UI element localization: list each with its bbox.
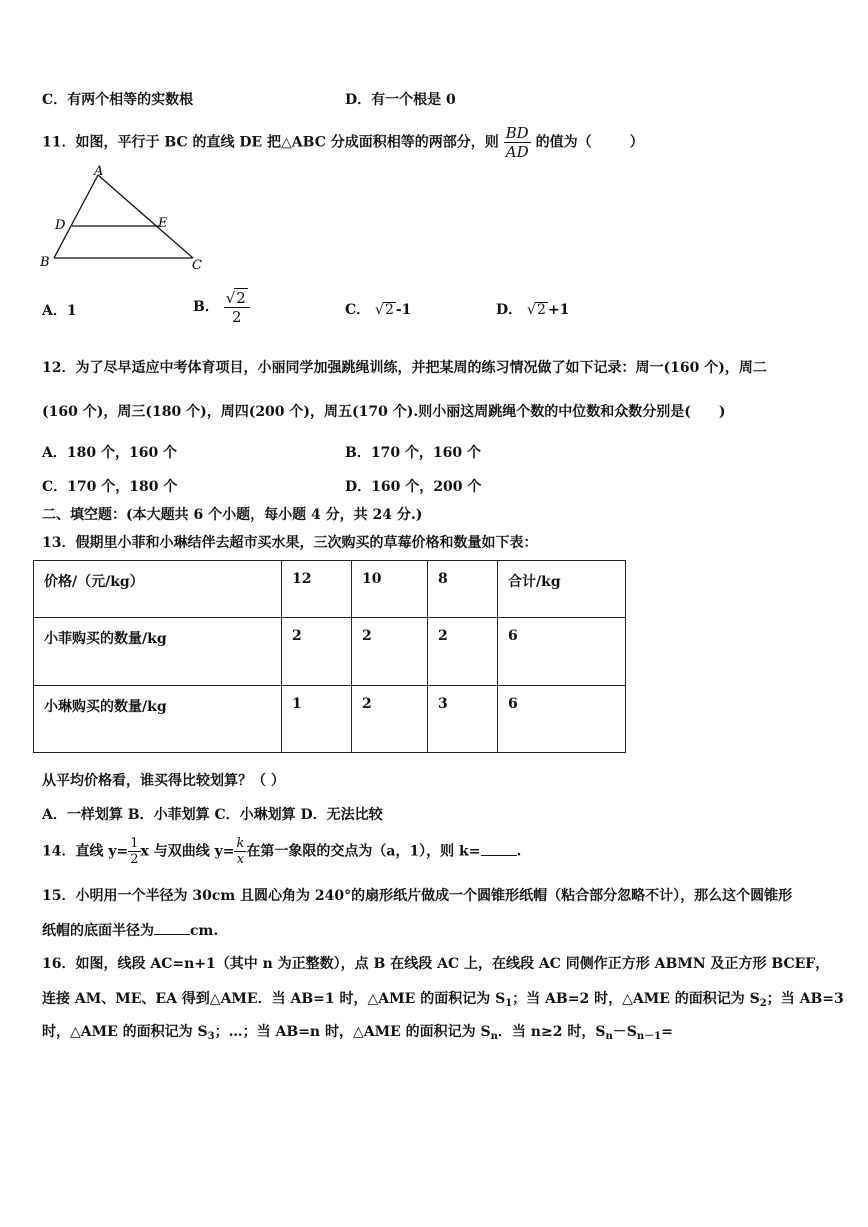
q15-text-pre: 纸帽的底面半径为 xyxy=(42,923,154,939)
label-d: D xyxy=(55,218,66,233)
table-cell: 1 xyxy=(282,686,352,753)
q13-question: 从平均价格看，谁买得比较划算？（ ） xyxy=(42,773,285,789)
q15-line1: 15．小明用一个半径为 30cm 且圆心角为 240°的扇形纸片做成一个圆锥形纸帽（粘合部分忽略不计），那么这个圆锥形 xyxy=(42,888,793,904)
q16-sub-2: 2 xyxy=(759,998,767,1009)
q12-line1: 12．为了尽早适应中考体育项目，小丽同学加强跳绳训练，并把某周的练习情况做了如下记录：周一(160 个)，周二 xyxy=(42,360,767,376)
table-cell: 2 xyxy=(428,618,498,686)
sqrt-icon: √2 xyxy=(527,302,546,318)
q16-line3 xyxy=(42,1025,673,1042)
q11-option-b-label: B． xyxy=(193,299,219,315)
q16-sub-1: 1 xyxy=(505,998,513,1009)
q16-line2-part-b: ；当 AB=2 时，△AME 的面积记为 S xyxy=(512,991,760,1007)
q14-answer-blank[interactable] xyxy=(481,843,517,856)
table-cell: 2 xyxy=(352,618,428,686)
q16-sub-3: 3 xyxy=(207,1031,215,1042)
sqrt-icon: √2 xyxy=(375,302,394,318)
edge-ab xyxy=(54,175,98,258)
q16-line3-part-a: 时，△AME 的面积记为 S xyxy=(42,1024,208,1040)
q16-line2-part-c: ；当 AB=3 xyxy=(766,991,844,1007)
q14-fraction-kx xyxy=(234,836,246,867)
table-cell: 3 xyxy=(428,686,498,753)
q11-option-a: A．1 xyxy=(42,303,77,319)
q11-option-b-den: 2 xyxy=(232,308,242,326)
q16-line3-part-d: －S xyxy=(612,1024,637,1040)
table-cell: 12 xyxy=(282,561,352,618)
q16-sub-n-minus-1: n－1 xyxy=(636,1031,662,1042)
q11-fraction xyxy=(504,124,531,161)
label-c: C xyxy=(192,258,202,273)
section-heading: 二、填空题：(本大题共 6 个小题，每小题 4 分，共 24 分.) xyxy=(42,507,423,523)
q11-stem xyxy=(42,124,644,161)
q14-stem xyxy=(42,836,521,867)
edge-ac xyxy=(98,175,193,258)
q14-text-end: . xyxy=(516,843,522,860)
q10-option-c: C．有两个相等的实数根 xyxy=(42,92,194,108)
label-e: E xyxy=(158,216,168,231)
q14-frac1-den: 2 xyxy=(130,852,139,867)
table-cell: 价格/（元/kg） xyxy=(34,561,282,618)
q11-option-d xyxy=(496,302,569,317)
q16-sub-n: n xyxy=(490,1031,498,1042)
q11-option-b-num: 2 xyxy=(236,289,246,307)
q11-option-b xyxy=(193,288,250,326)
q11-stem-tail: 的值为（ xyxy=(535,134,592,151)
q12-line2: (160 个)，周三(180 个)，周四(200 个)，周五(170 个).则小丽这周跳绳个数的中位数和众数分别是( ) xyxy=(42,404,726,420)
q14-frac1-num: 1 xyxy=(130,836,139,851)
table-cell: 小菲购买的数量/kg xyxy=(34,618,282,686)
triangle-figure xyxy=(38,165,208,273)
q14-fraction-half xyxy=(128,836,140,867)
q16-sub-n: n xyxy=(605,1031,613,1042)
q11-frac-den: AD xyxy=(505,143,529,161)
q12-option-b: B．170 个，160 个 xyxy=(345,445,482,461)
q14-text-mid: x 与双曲线 y= xyxy=(140,843,235,860)
table-cell: 6 xyxy=(498,686,626,753)
q11-stem-text: 11．如图，平行于 BC 的直线 DE 把△ABC 分成面积相等的两部分，则 xyxy=(42,134,499,151)
q12-option-d: D．160 个，200 个 xyxy=(345,479,482,495)
label-b: B xyxy=(40,255,50,270)
q13-options: A．一样划算 B．小菲划算 C．小琳划算 D．无法比较 xyxy=(42,807,383,823)
table-row xyxy=(34,618,626,686)
table-row xyxy=(34,686,626,753)
table-cell: 小琳购买的数量/kg xyxy=(34,686,282,753)
q14-text-post: 在第一象限的交点为（a，1），则 k= xyxy=(246,843,481,860)
q11-option-c-suffix: -1 xyxy=(395,302,412,318)
q16-line3-part-e: = xyxy=(661,1024,673,1040)
q14-text-pre: 14．直线 y= xyxy=(42,843,129,860)
q16-line3-part-b: ；…；当 AB=n 时，△AME 的面积记为 S xyxy=(214,1024,491,1040)
q10-option-d: D．有一个根是 0 xyxy=(345,92,456,108)
q11-stem-end: ） xyxy=(629,134,644,151)
table-cell: 2 xyxy=(282,618,352,686)
q11-frac-num: BD xyxy=(505,124,529,142)
q16-line3-part-c: ．当 n≥2 时，S xyxy=(497,1024,606,1040)
q11-option-c-label: C． xyxy=(345,302,371,318)
table-cell: 10 xyxy=(352,561,428,618)
table-cell: 合计/kg xyxy=(498,561,626,618)
sqrt-icon: √2 xyxy=(225,289,246,307)
q15-answer-blank[interactable] xyxy=(154,922,190,935)
q15-line2 xyxy=(42,922,218,938)
table-cell: 2 xyxy=(352,686,428,753)
q13-stem: 13．假期里小菲和小琳结伴去超市买水果，三次购买的草莓价格和数量如下表： xyxy=(42,535,538,551)
table-cell: 8 xyxy=(428,561,498,618)
q11-option-d-suffix: +1 xyxy=(547,302,570,318)
q14-frac2-den: x xyxy=(236,852,245,867)
q11-option-c xyxy=(345,302,411,317)
q16-line1: 16．如图，线段 AC=n+1（其中 n 为正整数），点 B 在线段 AC 上，在线段 AC 同侧作正方形 ABMN 及正方形 BCEF， xyxy=(42,956,830,972)
q14-frac2-num: k xyxy=(236,836,245,851)
table-row xyxy=(34,561,626,618)
label-a: A xyxy=(94,165,104,179)
q13-table xyxy=(33,560,626,753)
q11-option-d-label: D． xyxy=(496,302,523,318)
q16-line2-part-a: 连接 AM、ME、EA 得到△AME．当 AB=1 时，△AME 的面积记为 S xyxy=(42,991,506,1007)
q11-option-c-rad: 2 xyxy=(384,302,394,318)
q12-option-c: C．170 个，180 个 xyxy=(42,479,178,495)
q11-option-d-rad: 2 xyxy=(536,302,546,318)
q15-text-post: cm. xyxy=(190,923,219,939)
q16-line2 xyxy=(42,992,844,1009)
q12-option-a: A．180 个，160 个 xyxy=(42,445,178,461)
table-cell: 6 xyxy=(498,618,626,686)
q11-option-b-fraction xyxy=(224,288,250,326)
